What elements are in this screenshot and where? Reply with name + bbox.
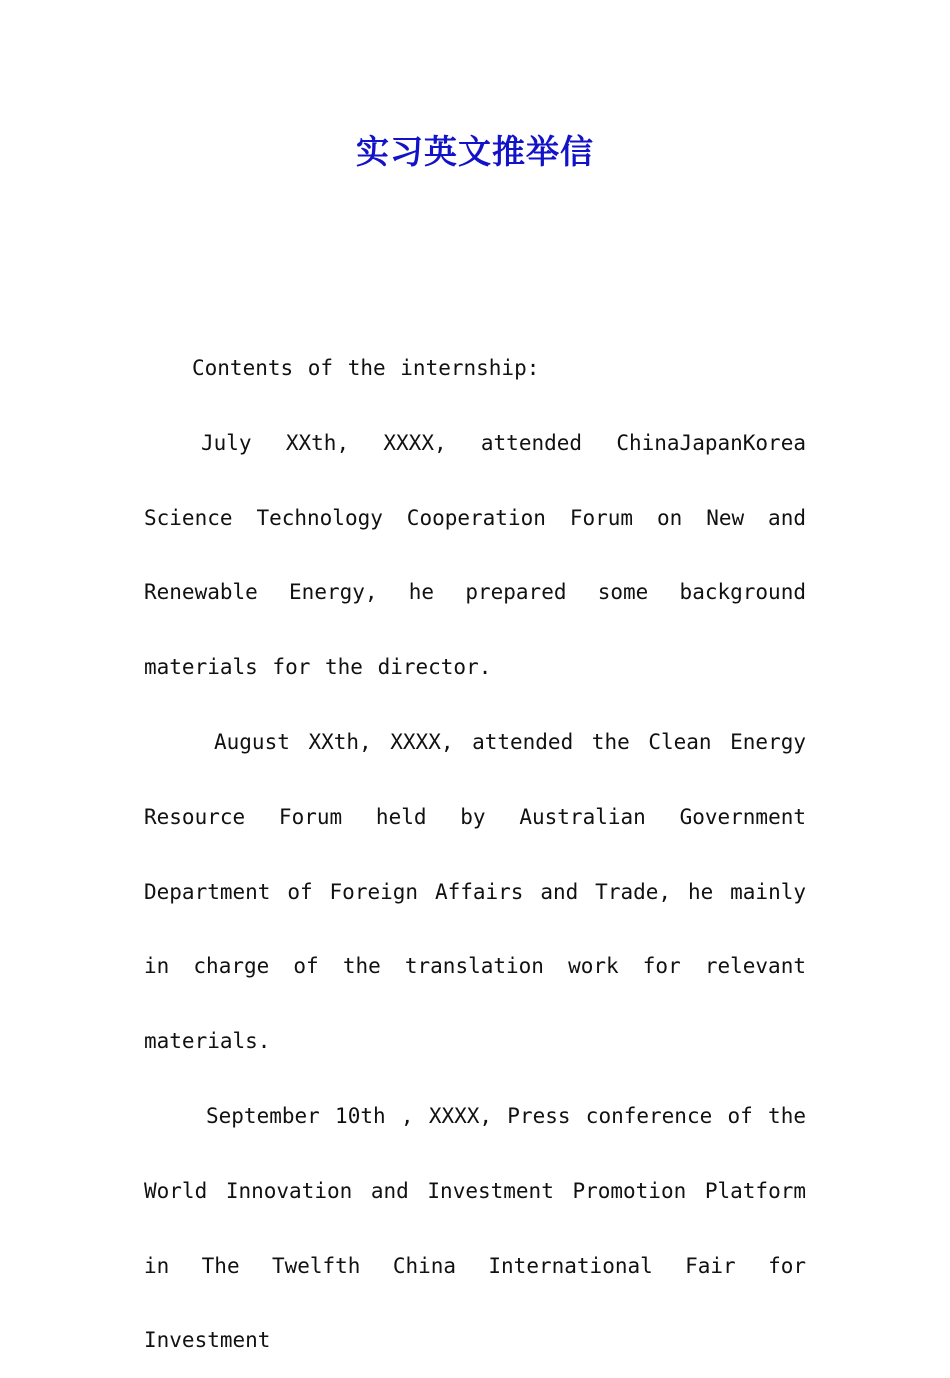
paragraph-internship-heading: Contents of the internship: (192, 356, 540, 380)
document-title: 实习英文推举信 (356, 132, 594, 171)
paragraph-august: August XXth, XXXX, attended the Clean Energy Resource Forum held by Australian Government Department of Foreign Affairs and Trade, he mainly in charge of the translation work for relevant materials. (144, 729, 806, 1054)
paragraph-september: September 10th , XXXX, Press conference of the World Innovation and Investment Promotion Platform in The Twelfth China International Fair for Investment (144, 1103, 806, 1353)
document-body (144, 331, 806, 1378)
paragraph-july: July XXth, XXXX, attended ChinaJapanKorea Science Technology Cooperation Forum on New and Renewable Energy, he prepared some background materials for the director. (144, 430, 806, 680)
